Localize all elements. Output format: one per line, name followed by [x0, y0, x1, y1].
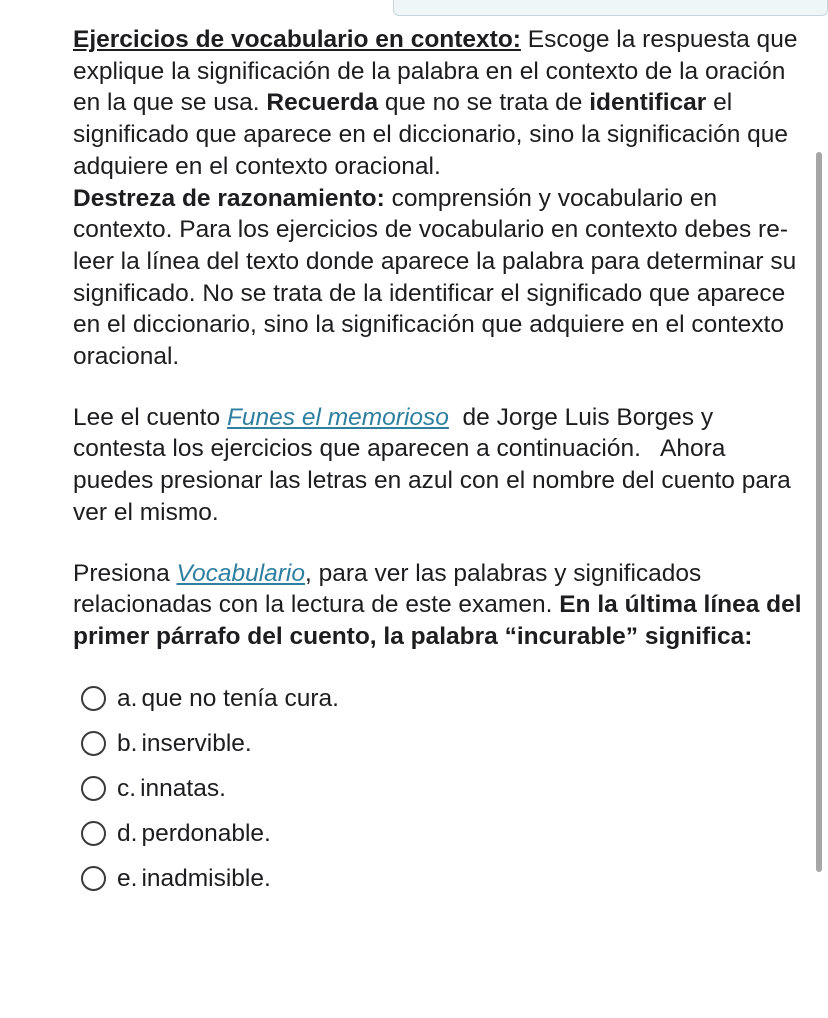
option-text: que no tenía cura.: [141, 684, 339, 712]
instructions-bold-1: Recuerda: [266, 89, 379, 117]
option-e[interactable]: [81, 864, 808, 894]
option-letter: e.: [117, 864, 138, 892]
scrollbar[interactable]: [816, 152, 822, 872]
option-letter: a.: [117, 684, 138, 712]
option-text: inadmisible.: [141, 864, 271, 892]
question-content: [73, 24, 808, 909]
instructions-heading: Ejercicios de vocabulario en contexto:: [73, 26, 521, 53]
story-paragraph: [73, 402, 808, 529]
option-letter: c.: [117, 774, 137, 802]
option-letter: b.: [117, 729, 138, 757]
story-text-before: Lee el cuento: [73, 403, 227, 431]
instructions-paragraph: [73, 24, 808, 183]
instructions-text-2: que no se trata de: [378, 89, 590, 117]
skill-paragraph: [73, 183, 808, 373]
radio-button[interactable]: [81, 821, 106, 846]
story-text-after: de Jorge Luis Borges y contesta los ejercicios que aparecen a continuación. Ahora puedes presionar las letras en azul con el nombre del cuento para ver el mismo.: [73, 403, 798, 526]
instructions-bold-2: identificar: [589, 89, 707, 117]
top-panel-edge: [393, 0, 828, 16]
question-text-before: Presiona: [73, 559, 177, 587]
instructions-text-3: el significado que aparece en el diccionario, sino la significación que adquiere en el contexto oracional.: [73, 89, 789, 180]
option-text: perdonable.: [141, 819, 271, 847]
vocabulary-link[interactable]: Vocabulario: [176, 559, 305, 587]
option-c[interactable]: [81, 774, 808, 804]
instructions-text-1: Escoge la respuesta que explique la significación de la palabra en el contexto de la oración en la que se usa.: [73, 26, 798, 117]
option-text: inservible.: [141, 729, 252, 757]
question-paragraph: [73, 558, 808, 653]
option-letter: d.: [117, 819, 138, 847]
story-link[interactable]: Funes el memorioso: [226, 403, 449, 431]
option-text: innatas.: [140, 774, 226, 802]
radio-button[interactable]: [81, 866, 106, 891]
answer-options: [81, 684, 808, 894]
radio-button[interactable]: [81, 731, 106, 756]
radio-button[interactable]: [81, 776, 106, 801]
option-d[interactable]: [81, 819, 808, 849]
skill-text: comprensión y vocabulario en contexto. Para los ejercicios de vocabulario en contexto debes re-leer la línea del texto donde aparece la palabra para determinar su significado. No se trata de la identificar el significado que aparece en el diccionario, sino la significación que adquiere en el contexto oracional.: [73, 184, 797, 371]
radio-button[interactable]: [81, 686, 106, 711]
question-text-middle: , para ver las palabras y significados relacionadas con la lectura de este examen.: [73, 559, 702, 619]
option-b[interactable]: [81, 729, 808, 759]
option-a[interactable]: [81, 684, 808, 714]
skill-label: Destreza de razonamiento:: [73, 184, 385, 212]
question-prompt: En la última línea del primer párrafo del cuento, la palabra “incurable” significa:: [73, 591, 802, 650]
